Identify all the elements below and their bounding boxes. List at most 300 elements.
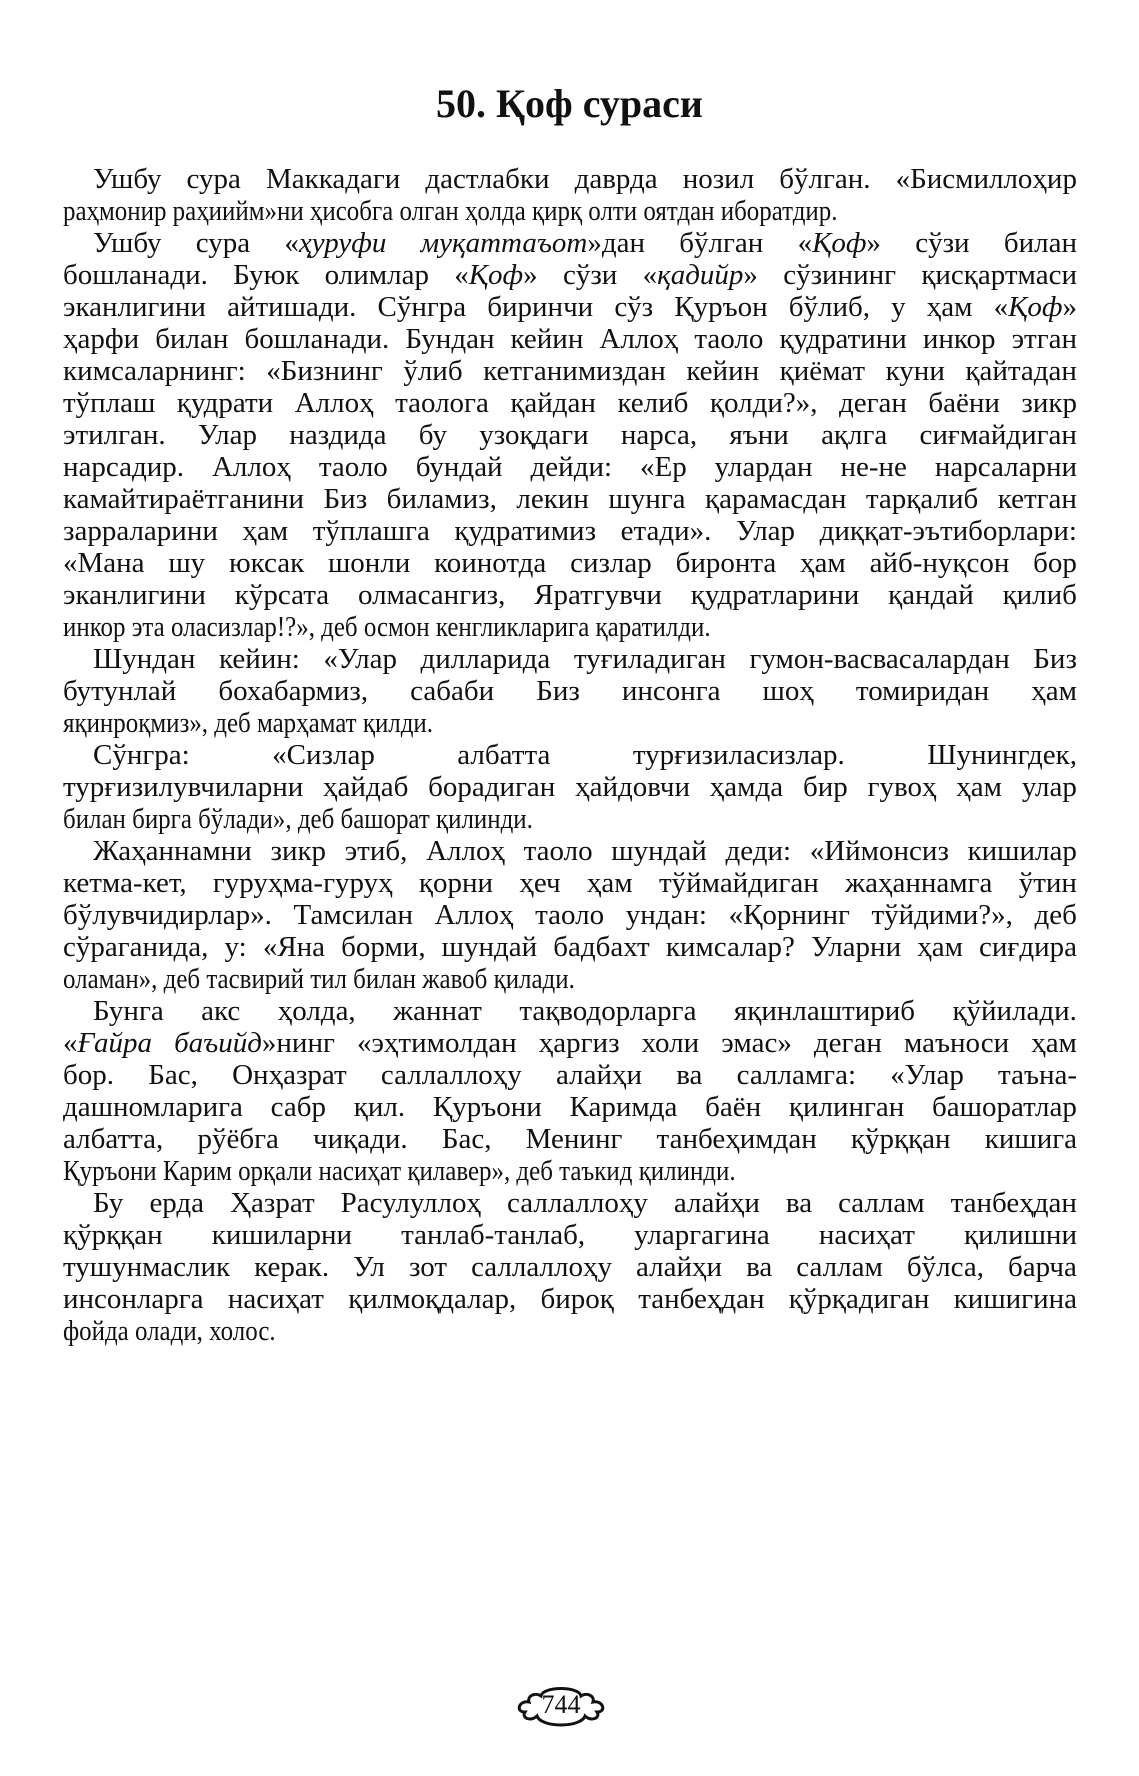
word: сура xyxy=(195,227,251,259)
text-line xyxy=(63,451,1077,483)
word: «Улар xyxy=(890,1059,964,1091)
word: деб xyxy=(297,803,335,835)
word: кейин xyxy=(510,323,584,355)
word: қўйилади. xyxy=(952,995,1077,1027)
line-content xyxy=(63,1059,1077,1091)
word: қирқ xyxy=(532,195,583,227)
word: саллаллоҳу xyxy=(507,1187,648,1219)
word: бўлса, xyxy=(906,1251,984,1283)
word: баён xyxy=(705,1091,762,1123)
word: «Бизнинг xyxy=(266,355,383,387)
word: айтишади. xyxy=(227,291,357,323)
word: тақводорларга xyxy=(519,995,697,1027)
word: қудратларини xyxy=(690,579,860,611)
line-content xyxy=(63,1155,736,1187)
word: албатта, xyxy=(63,1123,164,1155)
word: етади». xyxy=(620,515,712,547)
word: фойда xyxy=(63,1315,129,1347)
line-content xyxy=(63,547,1077,579)
text-line xyxy=(63,419,1077,451)
text-line xyxy=(63,643,1077,675)
word: қилди. xyxy=(362,707,434,739)
word: дилларида xyxy=(420,643,551,675)
text-line xyxy=(63,515,1077,547)
word: деб xyxy=(321,611,358,643)
word: ҳамда xyxy=(709,771,784,803)
line-content xyxy=(63,803,533,835)
word: бундай xyxy=(415,451,503,483)
word: борми, xyxy=(341,931,426,963)
word: Аллоҳ xyxy=(211,451,291,483)
word: бўлувчидирлар». xyxy=(63,899,272,931)
text-line xyxy=(63,771,1077,803)
word: нарса, xyxy=(620,419,698,451)
word: раҳиийм»ни xyxy=(172,195,304,227)
word: танлаб-танлаб, xyxy=(401,1219,586,1251)
word: гуруҳма-гуруҳ xyxy=(212,867,393,899)
word: «Қоф» xyxy=(993,291,1077,323)
word: жаҳаннамга xyxy=(845,867,993,899)
word: бўлган. xyxy=(779,163,871,195)
word: диққат-эътиборлари: xyxy=(819,515,1077,547)
word: гувоҳ xyxy=(867,771,937,803)
word: биронта xyxy=(675,547,777,579)
text-line xyxy=(63,1187,1077,1219)
word: дейди: xyxy=(530,451,613,483)
word: Карим xyxy=(162,1155,232,1187)
word: қаратилди. xyxy=(595,611,711,643)
word: уларгагина xyxy=(634,1219,770,1251)
word: билан xyxy=(353,963,417,995)
word: салламга: xyxy=(736,1059,856,1091)
word: нарсадир. xyxy=(63,451,185,483)
word: нарсаларни xyxy=(934,451,1077,483)
word: инкор xyxy=(63,611,126,643)
word: маъноси xyxy=(903,1027,1010,1059)
word: қайдан xyxy=(510,387,596,419)
word: бадбахт xyxy=(553,931,650,963)
word: Қуръони xyxy=(63,1155,157,1187)
line-content xyxy=(63,515,1077,547)
text-line xyxy=(63,1283,1077,1315)
word: оласизлар!?», xyxy=(170,611,315,643)
word: Онҳазрат xyxy=(232,1059,347,1091)
word: деган xyxy=(813,1027,882,1059)
word: олти xyxy=(588,195,638,227)
word: орқали xyxy=(238,1155,313,1187)
word: ҳам xyxy=(926,291,973,323)
line-content xyxy=(63,1091,1077,1123)
line-content xyxy=(63,963,575,995)
line-content xyxy=(63,1315,276,1347)
word: қандай xyxy=(888,579,974,611)
word: улар xyxy=(1021,771,1077,803)
word: улардан xyxy=(714,451,813,483)
word: «эҳтимолдан xyxy=(356,1027,517,1059)
word: сиғдира xyxy=(979,931,1077,963)
word: деб xyxy=(516,1155,553,1187)
word: тўплашга xyxy=(312,515,430,547)
word: олган xyxy=(399,195,459,227)
word: «Қорнинг xyxy=(728,899,850,931)
word: Шундан xyxy=(93,643,196,675)
word: бўлган xyxy=(679,227,764,259)
text-line xyxy=(63,163,1077,195)
text-line xyxy=(63,803,1077,835)
line-content xyxy=(63,1027,1077,1059)
word: таъкид xyxy=(559,1155,633,1187)
word: Расулуллоҳ xyxy=(340,1187,481,1219)
text-line xyxy=(63,931,1077,963)
word: Бундан xyxy=(405,323,495,355)
line-content xyxy=(93,227,1077,259)
word: холос. xyxy=(209,1315,276,1347)
word: таъна- xyxy=(998,1059,1077,1091)
word: саллаллоҳу xyxy=(471,1251,612,1283)
word: гумон-васвасалардан xyxy=(749,643,1010,675)
word: Биз xyxy=(323,483,368,515)
word: шу xyxy=(168,547,206,579)
word: ҳолда xyxy=(464,195,526,227)
word: туғиладиган xyxy=(573,643,726,675)
word: дастлабки xyxy=(425,163,550,195)
word: тўймайдиган xyxy=(658,867,819,899)
word: Сўнгра: xyxy=(93,739,190,771)
text-line xyxy=(63,707,1077,739)
word: Ушбу xyxy=(93,163,162,195)
word: кишиларни xyxy=(211,1219,353,1251)
page-number: 744 xyxy=(541,1690,581,1719)
word: баъийд»нинг xyxy=(174,1027,335,1059)
word: тўйдими?», xyxy=(871,899,1013,931)
word: «Қоф» xyxy=(454,259,538,291)
word: деб xyxy=(163,963,201,995)
line-content xyxy=(93,995,1077,1027)
word: шоҳ xyxy=(762,675,814,707)
word: зикр xyxy=(270,835,327,867)
line-content xyxy=(63,259,1077,291)
word: нозил xyxy=(682,163,755,195)
word: эканлигини xyxy=(63,579,206,611)
word: қолди?», xyxy=(709,387,818,419)
word: қудрати xyxy=(176,387,274,419)
word: Улар xyxy=(735,515,796,547)
word: у: xyxy=(224,931,247,963)
line-content xyxy=(63,323,1077,355)
word: саллаллоҳу xyxy=(380,1059,522,1091)
word: осмон xyxy=(363,611,430,643)
word: сабр xyxy=(270,1091,327,1123)
word: куни xyxy=(885,355,945,387)
word: Менинг xyxy=(525,1123,623,1155)
word: ва xyxy=(676,1059,703,1091)
line-content xyxy=(93,739,1077,771)
word: кейин: xyxy=(218,643,300,675)
word: Буюк xyxy=(233,259,300,291)
text-line xyxy=(63,195,1077,227)
word: Бу xyxy=(93,1187,124,1219)
word: қарамасдан xyxy=(704,483,847,515)
word: «Мана xyxy=(63,547,145,579)
word: насиҳат xyxy=(227,1283,324,1315)
word: олимлар xyxy=(324,259,429,291)
word: турғизилувчиларни xyxy=(63,771,304,803)
word: Бас, xyxy=(148,1059,198,1091)
word: ақлга xyxy=(821,419,888,451)
word: инсонга xyxy=(621,675,721,707)
word: алайҳи xyxy=(636,1251,723,1283)
word: зарраларини xyxy=(63,515,218,547)
word: «Ер xyxy=(639,451,687,483)
line-content xyxy=(93,643,1077,675)
text-line xyxy=(63,963,1077,995)
word: Тамсилан xyxy=(293,899,413,931)
text-line xyxy=(63,739,1077,771)
word: қилмоқдалар, xyxy=(348,1283,517,1315)
line-content xyxy=(63,1251,1077,1283)
word: сўзининг xyxy=(783,259,897,291)
text-line xyxy=(63,547,1077,579)
text-line xyxy=(63,1315,1077,1347)
word: кетма-кет, xyxy=(63,867,187,899)
word: тушунмаслик xyxy=(63,1251,231,1283)
word: шунга xyxy=(608,483,686,515)
word: инкор xyxy=(922,323,996,355)
word: қўрқадиган xyxy=(788,1283,930,1315)
line-content xyxy=(63,451,1077,483)
word: кетган xyxy=(997,483,1077,515)
word: насиҳат xyxy=(818,1219,915,1251)
text-line xyxy=(63,1219,1077,1251)
word: наздида xyxy=(289,419,387,451)
line-content xyxy=(63,899,1077,931)
word: Жаҳаннамни xyxy=(93,835,252,867)
word: керак. xyxy=(254,1251,330,1283)
page-number-badge xyxy=(511,1682,611,1730)
word: билан xyxy=(63,803,126,835)
word: қилиб xyxy=(1002,579,1077,611)
word: оламан», xyxy=(63,963,158,995)
word: башорат xyxy=(340,803,430,835)
word: сура xyxy=(186,163,241,195)
word: таолога xyxy=(395,387,489,419)
word: рўёбга xyxy=(197,1123,279,1155)
word: деган xyxy=(838,387,907,419)
word: ва xyxy=(746,1251,773,1283)
word: кейин xyxy=(686,355,760,387)
text-line xyxy=(63,1091,1077,1123)
word: эканлигини xyxy=(63,291,206,323)
word: у xyxy=(891,291,906,323)
word: сўз xyxy=(614,291,654,323)
text-line xyxy=(63,1027,1077,1059)
word: қилишни xyxy=(964,1219,1077,1251)
word: ҳам xyxy=(956,771,1002,803)
word: барча xyxy=(1008,1251,1077,1283)
word: муқаттаъот»дан xyxy=(420,227,645,259)
word: ҳам xyxy=(1031,675,1077,707)
word: насиҳат xyxy=(318,1155,402,1187)
word: қилинди. xyxy=(435,803,533,835)
word: бу xyxy=(418,419,447,451)
line-content xyxy=(63,483,1077,515)
word: Аллоҳ xyxy=(294,387,374,419)
word: акс xyxy=(201,995,241,1027)
word: Қуръон xyxy=(674,291,768,323)
word: марҳамат xyxy=(256,707,357,739)
word: эмас» xyxy=(721,1027,792,1059)
word: Яратгувчи xyxy=(534,579,662,611)
word: қиёмат xyxy=(779,355,866,387)
word: баёни xyxy=(928,387,1000,419)
word: билан xyxy=(1003,227,1077,259)
word: холи xyxy=(641,1027,700,1059)
word: Бунга xyxy=(93,995,164,1027)
text-line xyxy=(63,259,1077,291)
word: саллам xyxy=(796,1251,883,1283)
word: бўлиб, xyxy=(788,291,871,323)
word: этиб, xyxy=(344,835,408,867)
word: тарқалиб xyxy=(865,483,979,515)
word: жавоб xyxy=(422,963,488,995)
word: қисқартмаси xyxy=(921,259,1077,291)
word: қилинган xyxy=(788,1091,905,1123)
word: бохабармиз, xyxy=(218,675,369,707)
word: узоқдаги xyxy=(479,419,589,451)
word: сўзи xyxy=(562,259,618,291)
line-content xyxy=(63,419,1077,451)
word: оятдан xyxy=(643,195,715,227)
word: кимсаларнинг: xyxy=(63,355,246,387)
line-content xyxy=(63,707,433,739)
text-line xyxy=(63,1123,1077,1155)
word: ҳисобга xyxy=(309,195,394,227)
word: таоло xyxy=(523,835,593,867)
word: инсонларга xyxy=(63,1283,204,1315)
word: раҳмонир xyxy=(63,195,167,227)
word: ҳайдовчи xyxy=(575,771,690,803)
word: этган xyxy=(1011,323,1077,355)
text-line xyxy=(63,899,1077,931)
line-content xyxy=(63,291,1077,323)
word: «Яна xyxy=(262,931,326,963)
word: ҳам xyxy=(917,931,963,963)
word: «Ғайра xyxy=(63,1027,152,1059)
word: бирга xyxy=(132,803,192,835)
word: биламиз, xyxy=(386,483,497,515)
text-line xyxy=(63,579,1077,611)
word: албатта xyxy=(457,739,551,771)
word: тасвирий xyxy=(206,963,304,995)
word: томиридан xyxy=(855,675,990,707)
word: ва xyxy=(785,1187,813,1219)
word: башоратлар xyxy=(932,1091,1077,1123)
word: таоло xyxy=(318,451,388,483)
word: тўплаш xyxy=(63,387,156,419)
line-content xyxy=(63,931,1077,963)
word: Ул xyxy=(353,1251,385,1283)
word: алайҳи xyxy=(556,1059,643,1091)
text-line xyxy=(63,291,1077,323)
word: яқинлаштириб xyxy=(733,995,915,1027)
text-line xyxy=(63,483,1077,515)
line-content xyxy=(63,387,1077,419)
word: ўтин xyxy=(1018,867,1077,899)
word: ҳам xyxy=(586,867,633,899)
word: «Иймонсиз xyxy=(809,835,949,867)
body-text xyxy=(63,163,1077,1347)
word: қўрққан xyxy=(63,1219,163,1251)
word: чиқади. xyxy=(313,1123,408,1155)
text-line xyxy=(63,867,1077,899)
word: танбеҳдан xyxy=(638,1283,765,1315)
word: қўрққан xyxy=(850,1123,951,1155)
word: билан xyxy=(155,323,229,355)
word: қилавер», xyxy=(407,1155,511,1187)
word: тил xyxy=(310,963,347,995)
word: сизлар xyxy=(570,547,652,579)
word: Қуръони xyxy=(432,1091,542,1123)
word: саллам xyxy=(838,1187,925,1219)
word: кишига xyxy=(984,1123,1077,1155)
word: яъни xyxy=(729,419,789,451)
word: қилади. xyxy=(493,963,575,995)
word: Ҳазрат xyxy=(230,1187,315,1219)
line-content xyxy=(93,163,1077,195)
word: бироқ xyxy=(540,1283,614,1315)
word: Ушбу xyxy=(93,227,162,259)
word: ҳаргиз xyxy=(538,1027,620,1059)
text-line xyxy=(63,835,1077,867)
word: сиғмайдиган xyxy=(919,419,1077,451)
word: ҳайдаб xyxy=(323,771,409,803)
word: қудратимиз xyxy=(454,515,597,547)
word: кимсалар? xyxy=(665,931,795,963)
word: «Бисмиллоҳир xyxy=(895,163,1077,195)
word: дашномларига xyxy=(63,1091,243,1123)
word: Улар xyxy=(197,419,258,451)
word: биринчи xyxy=(487,291,594,323)
word: «ҳуруфи xyxy=(284,227,387,259)
word: «Сизлар xyxy=(272,739,375,771)
text-line xyxy=(63,323,1077,355)
line-content xyxy=(63,1219,1077,1251)
word: сабаби xyxy=(410,675,495,707)
word: сўзи xyxy=(915,227,970,259)
word: сўраганида, xyxy=(63,931,209,963)
word: Аллоҳ xyxy=(426,835,505,867)
word: иборатдир. xyxy=(720,195,838,227)
word: Аллоҳ xyxy=(599,323,679,355)
word: қорни xyxy=(418,867,494,899)
word: ўлиб xyxy=(403,355,463,387)
line-content xyxy=(63,611,711,643)
word: шундай xyxy=(611,835,707,867)
word: бошланади. xyxy=(244,323,390,355)
word: қил. xyxy=(353,1091,406,1123)
text-line xyxy=(63,1059,1077,1091)
word: Сўнгра xyxy=(377,291,467,323)
word: «Қоф» xyxy=(797,227,881,259)
word: алайҳи xyxy=(673,1187,760,1219)
word: юксак xyxy=(228,547,305,579)
word: айб-нуқсон xyxy=(869,547,1010,579)
word: Шунингдек, xyxy=(927,739,1077,771)
word: қайтадан xyxy=(965,355,1077,387)
word: этилган. xyxy=(63,419,166,451)
text-line xyxy=(63,227,1077,259)
word: бўлади», xyxy=(198,803,292,835)
